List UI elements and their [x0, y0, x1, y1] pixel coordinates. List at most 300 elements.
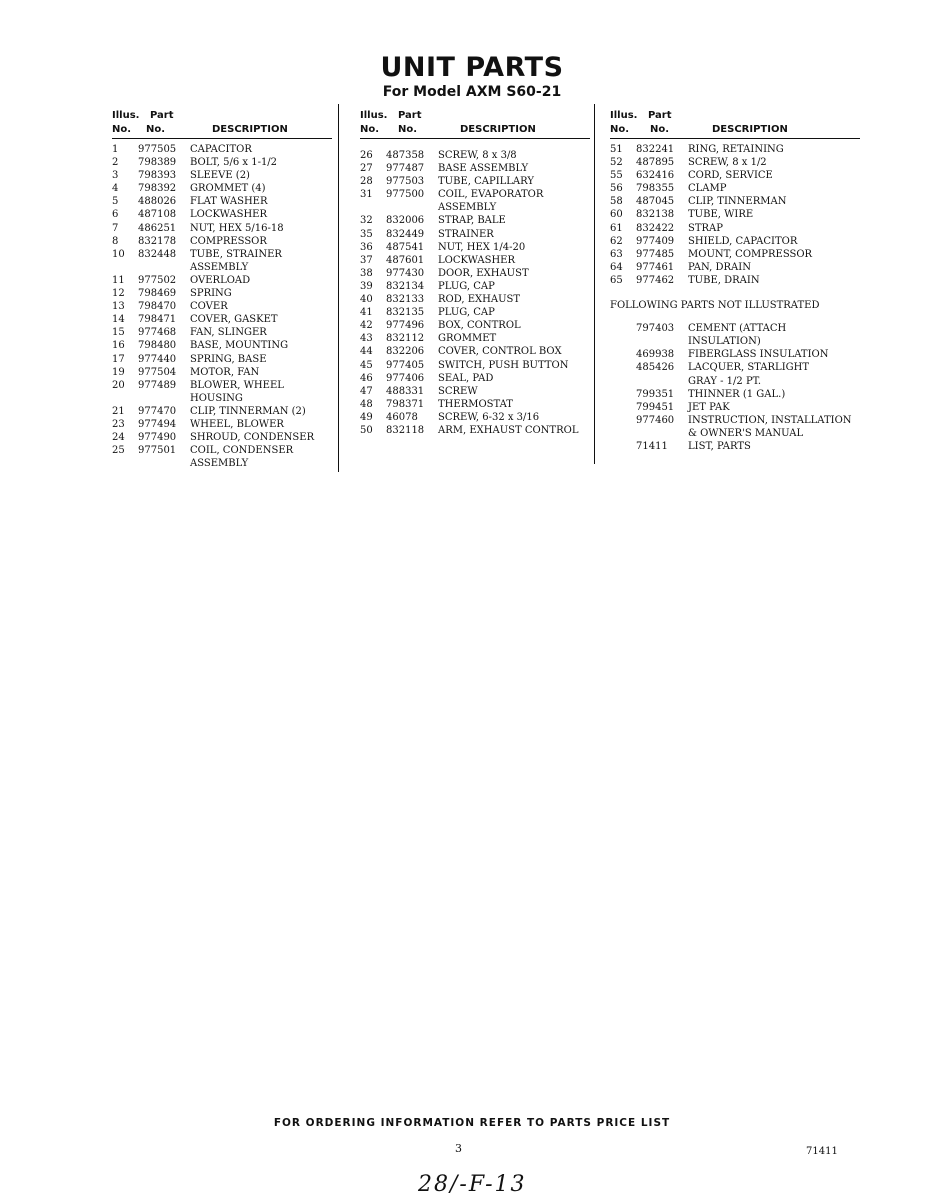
table-row: [610, 261, 860, 274]
part-number: 632416: [636, 170, 675, 182]
table-row: [360, 372, 590, 385]
part-description: LOCKWASHER: [438, 254, 516, 266]
illus-number: 14: [112, 314, 125, 326]
table-row: [360, 424, 590, 437]
table-row: [112, 392, 332, 405]
part-description: TUBE, STRAINER: [190, 248, 282, 260]
table-row: [360, 254, 590, 267]
table-row: [112, 143, 332, 156]
table-row: [610, 388, 860, 401]
part-description: MOUNT, COMPRESSOR: [688, 248, 813, 260]
part-description: TUBE, DRAIN: [688, 274, 760, 286]
header-illus: Illus.: [610, 110, 638, 121]
table-row: [610, 427, 860, 440]
document-number: 71411: [806, 1146, 838, 1157]
header-illus: Illus.: [112, 110, 140, 121]
part-description: CORD, SERVICE: [688, 170, 773, 182]
illus-number: 45: [360, 359, 373, 371]
part-number: 977406: [386, 372, 425, 384]
parts-column-3: [610, 108, 860, 453]
header-part: Part: [398, 110, 422, 121]
page-subtitle: For Model AXM S60-21: [382, 84, 562, 100]
illus-number: 20: [112, 379, 125, 391]
illus-number: 28: [360, 176, 373, 188]
not-illustrated-title: FOLLOWING PARTS NOT ILLUSTRATED: [610, 300, 820, 312]
part-description: LIST, PARTS: [688, 440, 751, 452]
part-number: 486251: [138, 222, 177, 234]
table-row: [610, 440, 860, 453]
part-number: 798470: [138, 301, 177, 313]
part-number: 71411: [636, 440, 668, 452]
part-description: BOX, CONTROL: [438, 320, 521, 332]
part-number: 977470: [138, 405, 177, 417]
part-number: 832241: [636, 144, 675, 155]
part-description: HOUSING: [190, 392, 243, 404]
part-description: THERMOSTAT: [438, 398, 513, 410]
illus-number: [610, 348, 636, 361]
ordering-info-note: FOR ORDERING INFORMATION REFER TO PARTS PRICE LIST: [273, 1117, 671, 1129]
table-row: [360, 267, 590, 280]
table-row: [610, 248, 860, 261]
illus-number: 46: [360, 372, 373, 384]
parts-list: [112, 143, 332, 470]
illus-number: 64: [610, 261, 623, 273]
illus-number: [610, 388, 636, 401]
part-number: 488331: [386, 385, 425, 397]
illus-number: 49: [360, 411, 373, 423]
illus-number: 56: [610, 183, 623, 195]
illus-number: 60: [610, 209, 623, 221]
table-row: [360, 332, 590, 345]
part-number: 832178: [138, 235, 177, 247]
part-number: 487601: [386, 254, 425, 266]
part-number: 832134: [386, 280, 425, 292]
part-description: BLOWER, WHEEL: [190, 379, 284, 391]
table-row: [112, 313, 332, 326]
illus-number: 43: [360, 333, 373, 345]
header-no-1: No.: [112, 124, 132, 135]
part-description: COVER, GASKET: [190, 314, 278, 326]
part-description: SLEEVE (2): [190, 170, 250, 182]
part-description: SCREW, 8 x 1/2: [688, 157, 767, 169]
illus-number: 1: [112, 144, 119, 155]
table-row: [112, 208, 332, 221]
part-description: COIL, CONDENSER: [190, 445, 294, 457]
part-description: SPRING, BASE: [190, 353, 267, 365]
illus-number: 27: [360, 163, 373, 175]
part-number: 798393: [138, 170, 177, 182]
illus-number: 13: [112, 301, 125, 313]
part-number: 832422: [636, 222, 675, 234]
table-row: [360, 241, 590, 254]
table-row: [112, 182, 332, 195]
illus-number: 37: [360, 254, 373, 266]
table-row: [112, 418, 332, 431]
part-description: COVER: [190, 301, 228, 313]
illus-number: 16: [112, 340, 125, 352]
part-description: SEAL, PAD: [438, 372, 494, 384]
column-header: [360, 108, 590, 139]
illus-number: 19: [112, 366, 125, 378]
part-number: [636, 375, 688, 388]
part-description: NUT, HEX 5/16-18: [190, 222, 284, 234]
illus-number: [112, 457, 138, 470]
illus-number: 39: [360, 280, 373, 292]
part-number: 977494: [138, 418, 177, 430]
table-row: [360, 306, 590, 319]
part-number: 799451: [636, 401, 675, 413]
table-row: [112, 366, 332, 379]
illus-number: 11: [112, 274, 125, 286]
parts-column-2: [360, 108, 590, 437]
illus-number: [360, 201, 386, 214]
table-row: [610, 208, 860, 221]
header-no-2: No.: [398, 124, 418, 135]
part-number: 977462: [636, 274, 675, 286]
part-number: 832112: [386, 333, 425, 345]
column-divider-1: [338, 104, 339, 472]
table-row: [112, 195, 332, 208]
table-row: [112, 379, 332, 392]
illus-number: 10: [112, 248, 125, 260]
header-no-1: No.: [360, 124, 380, 135]
table-row: [610, 235, 860, 248]
part-description: TUBE, WIRE: [688, 209, 754, 221]
illus-number: 2: [112, 157, 119, 169]
part-description: STRAINER: [438, 228, 494, 240]
not-illustrated-list: [610, 322, 860, 453]
part-description: BASE ASSEMBLY: [438, 163, 529, 175]
illus-number: 61: [610, 222, 623, 234]
table-row: [360, 149, 590, 162]
illus-number: 42: [360, 320, 373, 332]
illus-number: 36: [360, 241, 373, 253]
part-number: 977503: [386, 176, 425, 188]
part-description: ASSEMBLY: [190, 261, 249, 273]
illus-number: 31: [360, 189, 373, 201]
table-row: [112, 431, 332, 444]
table-row: [610, 361, 860, 374]
part-number: 977405: [386, 359, 425, 371]
illus-number: 41: [360, 307, 373, 319]
part-number: 832448: [138, 248, 177, 260]
illus-number: 17: [112, 353, 125, 365]
illus-number: 25: [112, 445, 125, 457]
table-row: [112, 261, 332, 274]
illus-number: 24: [112, 432, 125, 444]
table-row: [610, 414, 860, 427]
part-description: INSULATION): [688, 336, 761, 348]
table-row: [112, 287, 332, 300]
part-description: SCREW, 6-32 x 3/16: [438, 411, 540, 423]
part-description: LOCKWASHER: [190, 209, 268, 221]
table-row: [360, 345, 590, 358]
illus-number: 12: [112, 288, 125, 300]
illus-number: 47: [360, 385, 373, 397]
part-description: STRAP, BALE: [438, 215, 506, 227]
table-row: [360, 398, 590, 411]
part-number: 832206: [386, 346, 425, 358]
header-part: Part: [648, 110, 672, 121]
header-no-2: No.: [650, 124, 670, 135]
part-description: & OWNER'S MANUAL: [688, 427, 804, 439]
header-part: Part: [150, 110, 174, 121]
header-no-2: No.: [146, 124, 166, 135]
part-number: 799351: [636, 388, 675, 400]
part-description: STRAP: [688, 222, 723, 234]
table-row: [112, 405, 332, 418]
illus-number: [610, 401, 636, 414]
part-description: WHEEL, BLOWER: [190, 418, 284, 430]
illus-number: 7: [112, 222, 119, 234]
part-description: MOTOR, FAN: [190, 366, 260, 378]
illus-number: [610, 322, 636, 335]
table-row: [112, 353, 332, 366]
part-description: GROMMET: [438, 333, 497, 345]
part-description: PLUG, CAP: [438, 307, 495, 319]
part-description: ROD, EXHAUST: [438, 294, 521, 306]
part-number: [636, 335, 688, 348]
part-description: PAN, DRAIN: [688, 261, 751, 273]
part-description: RING, RETAINING: [688, 144, 784, 155]
part-description: FAN, SLINGER: [190, 327, 267, 339]
illus-number: 58: [610, 196, 623, 208]
table-row: [610, 143, 860, 156]
illus-number: [112, 261, 138, 274]
header-description: DESCRIPTION: [460, 124, 536, 135]
table-row: [610, 169, 860, 182]
part-number: 487108: [138, 209, 177, 221]
table-row: [112, 326, 332, 339]
part-description: CAPACITOR: [190, 144, 252, 155]
table-row: [610, 274, 860, 287]
part-description: ASSEMBLY: [438, 202, 497, 214]
part-description: SCREW: [438, 385, 478, 397]
table-row: [360, 319, 590, 332]
illus-number: [112, 392, 138, 405]
page-title: UNIT PARTS: [380, 52, 564, 83]
table-row: [112, 300, 332, 313]
handwritten-note: 28/-F-13: [418, 1172, 527, 1197]
part-number: 977460: [636, 414, 675, 426]
table-row: [112, 248, 332, 261]
table-row: [610, 222, 860, 235]
illus-number: 65: [610, 274, 623, 286]
header-description: DESCRIPTION: [212, 124, 288, 135]
part-number: 832138: [636, 209, 675, 221]
part-description: COVER, CONTROL BOX: [438, 346, 562, 358]
part-description: CLIP, TINNERMAN: [688, 196, 787, 208]
part-description: COIL, EVAPORATOR: [438, 189, 544, 201]
table-row: [360, 293, 590, 306]
table-row: [112, 169, 332, 182]
part-description: GROMMET (4): [190, 183, 266, 195]
part-number: 977485: [636, 248, 675, 260]
table-row: [610, 156, 860, 169]
column-header: [610, 108, 860, 139]
part-number: 485426: [636, 362, 675, 374]
table-row: [112, 274, 332, 287]
illus-number: 51: [610, 144, 623, 155]
illus-number: 50: [360, 424, 373, 436]
part-number: 977496: [386, 320, 425, 332]
parts-column-1: [112, 108, 332, 470]
header-illus: Illus.: [360, 110, 388, 121]
table-row: [610, 335, 860, 348]
illus-number: 5: [112, 196, 119, 208]
illus-number: 63: [610, 248, 623, 260]
column-header: [112, 108, 332, 139]
part-number: [138, 261, 190, 274]
part-description: CLIP, TINNERMAN (2): [190, 405, 306, 417]
part-number: 832449: [386, 228, 425, 240]
table-row: [360, 175, 590, 188]
table-row: [610, 322, 860, 335]
part-description: PLUG, CAP: [438, 280, 495, 292]
part-number: 977409: [636, 235, 675, 247]
part-description: OVERLOAD: [190, 274, 251, 286]
illus-number: 3: [112, 170, 119, 182]
table-row: [112, 339, 332, 352]
part-number: 797403: [636, 323, 675, 335]
part-description: SCREW, 8 x 3/8: [438, 150, 517, 161]
table-row: [360, 162, 590, 175]
part-number: 977468: [138, 327, 177, 339]
part-number: 798480: [138, 340, 177, 352]
part-description: JET PAK: [688, 401, 730, 413]
table-row: [360, 359, 590, 372]
table-row: [112, 235, 332, 248]
header-description: DESCRIPTION: [712, 124, 788, 135]
table-row: [360, 385, 590, 398]
part-number: 977461: [636, 261, 675, 273]
part-number: 832133: [386, 294, 425, 306]
part-description: INSTRUCTION, INSTALLATION: [688, 414, 852, 426]
illus-number: 35: [360, 228, 373, 240]
illus-number: 38: [360, 267, 373, 279]
part-description: DOOR, EXHAUST: [438, 267, 529, 279]
part-number: 798392: [138, 183, 177, 195]
part-number: 832135: [386, 307, 425, 319]
table-row: [360, 214, 590, 227]
part-number: 977502: [138, 274, 177, 286]
table-row: [610, 401, 860, 414]
illus-number: 62: [610, 235, 623, 247]
part-description: FIBERGLASS INSULATION: [688, 349, 829, 361]
illus-number: 26: [360, 150, 373, 161]
illus-number: [610, 414, 636, 427]
illus-number: 48: [360, 398, 373, 410]
part-description: SHIELD, CAPACITOR: [688, 235, 798, 247]
part-description: BASE, MOUNTING: [190, 340, 289, 352]
part-number: 487541: [386, 241, 425, 253]
table-row: [360, 188, 590, 201]
part-number: [636, 427, 688, 440]
illus-number: 15: [112, 327, 125, 339]
part-number: 977504: [138, 366, 177, 378]
part-description: CEMENT (ATTACH: [688, 323, 787, 335]
part-number: 798355: [636, 183, 675, 195]
part-number: 487045: [636, 196, 675, 208]
illus-number: [610, 427, 636, 440]
illus-number: [610, 375, 636, 388]
table-row: [112, 222, 332, 235]
part-number: 487895: [636, 157, 675, 169]
table-row: [360, 201, 590, 214]
part-number: 488026: [138, 196, 177, 208]
illus-number: [610, 335, 636, 348]
part-number: 977501: [138, 445, 177, 457]
part-number: 977440: [138, 353, 177, 365]
part-number: 798389: [138, 157, 177, 169]
table-row: [610, 375, 860, 388]
illus-number: 21: [112, 405, 125, 417]
table-row: [610, 348, 860, 361]
part-number: 977490: [138, 432, 177, 444]
illus-number: 8: [112, 235, 119, 247]
part-description: THINNER (1 GAL.): [688, 388, 786, 400]
part-description: LACQUER, STARLIGHT: [688, 362, 810, 374]
illus-number: [610, 440, 636, 453]
part-number: 977487: [386, 163, 425, 175]
part-number: 977500: [386, 189, 425, 201]
part-description: GRAY - 1/2 PT.: [688, 375, 762, 387]
part-description: COMPRESSOR: [190, 235, 267, 247]
part-number: 46078: [386, 411, 418, 423]
header-no-1: No.: [610, 124, 630, 135]
illus-number: 23: [112, 418, 125, 430]
table-row: [610, 182, 860, 195]
part-description: CLAMP: [688, 183, 727, 195]
part-description: BOLT, 5/6 x 1-1/2: [190, 157, 278, 169]
part-number: 977430: [386, 267, 425, 279]
table-row: [360, 411, 590, 424]
part-description: TUBE, CAPILLARY: [438, 176, 534, 188]
illus-number: 32: [360, 215, 373, 227]
part-number: 832118: [386, 424, 425, 436]
table-row: [112, 457, 332, 470]
column-divider-2: [594, 104, 595, 464]
table-row: [360, 280, 590, 293]
table-row: [610, 195, 860, 208]
part-number: 832006: [386, 215, 425, 227]
parts-list: [610, 143, 860, 287]
illus-number: 44: [360, 346, 373, 358]
part-description: FLAT WASHER: [190, 196, 268, 208]
part-description: NUT, HEX 1/4-20: [438, 241, 526, 253]
part-number: 798471: [138, 314, 177, 326]
part-number: [386, 201, 438, 214]
illus-number: 52: [610, 157, 623, 169]
part-number: [138, 392, 190, 405]
part-number: [138, 457, 190, 470]
illus-number: [610, 361, 636, 374]
illus-number: 6: [112, 209, 119, 221]
table-row: [112, 444, 332, 457]
part-number: 977505: [138, 144, 177, 155]
part-number: 487358: [386, 150, 425, 161]
illus-number: 40: [360, 294, 373, 306]
part-description: SWITCH, PUSH BUTTON: [438, 359, 569, 371]
table-row: [112, 156, 332, 169]
part-number: 798469: [138, 288, 177, 300]
part-description: ASSEMBLY: [190, 458, 249, 470]
part-description: SHROUD, CONDENSER: [190, 432, 315, 444]
part-number: 798371: [386, 398, 425, 410]
illus-number: 55: [610, 170, 623, 182]
part-number: 469938: [636, 349, 675, 361]
parts-list: [360, 149, 590, 437]
